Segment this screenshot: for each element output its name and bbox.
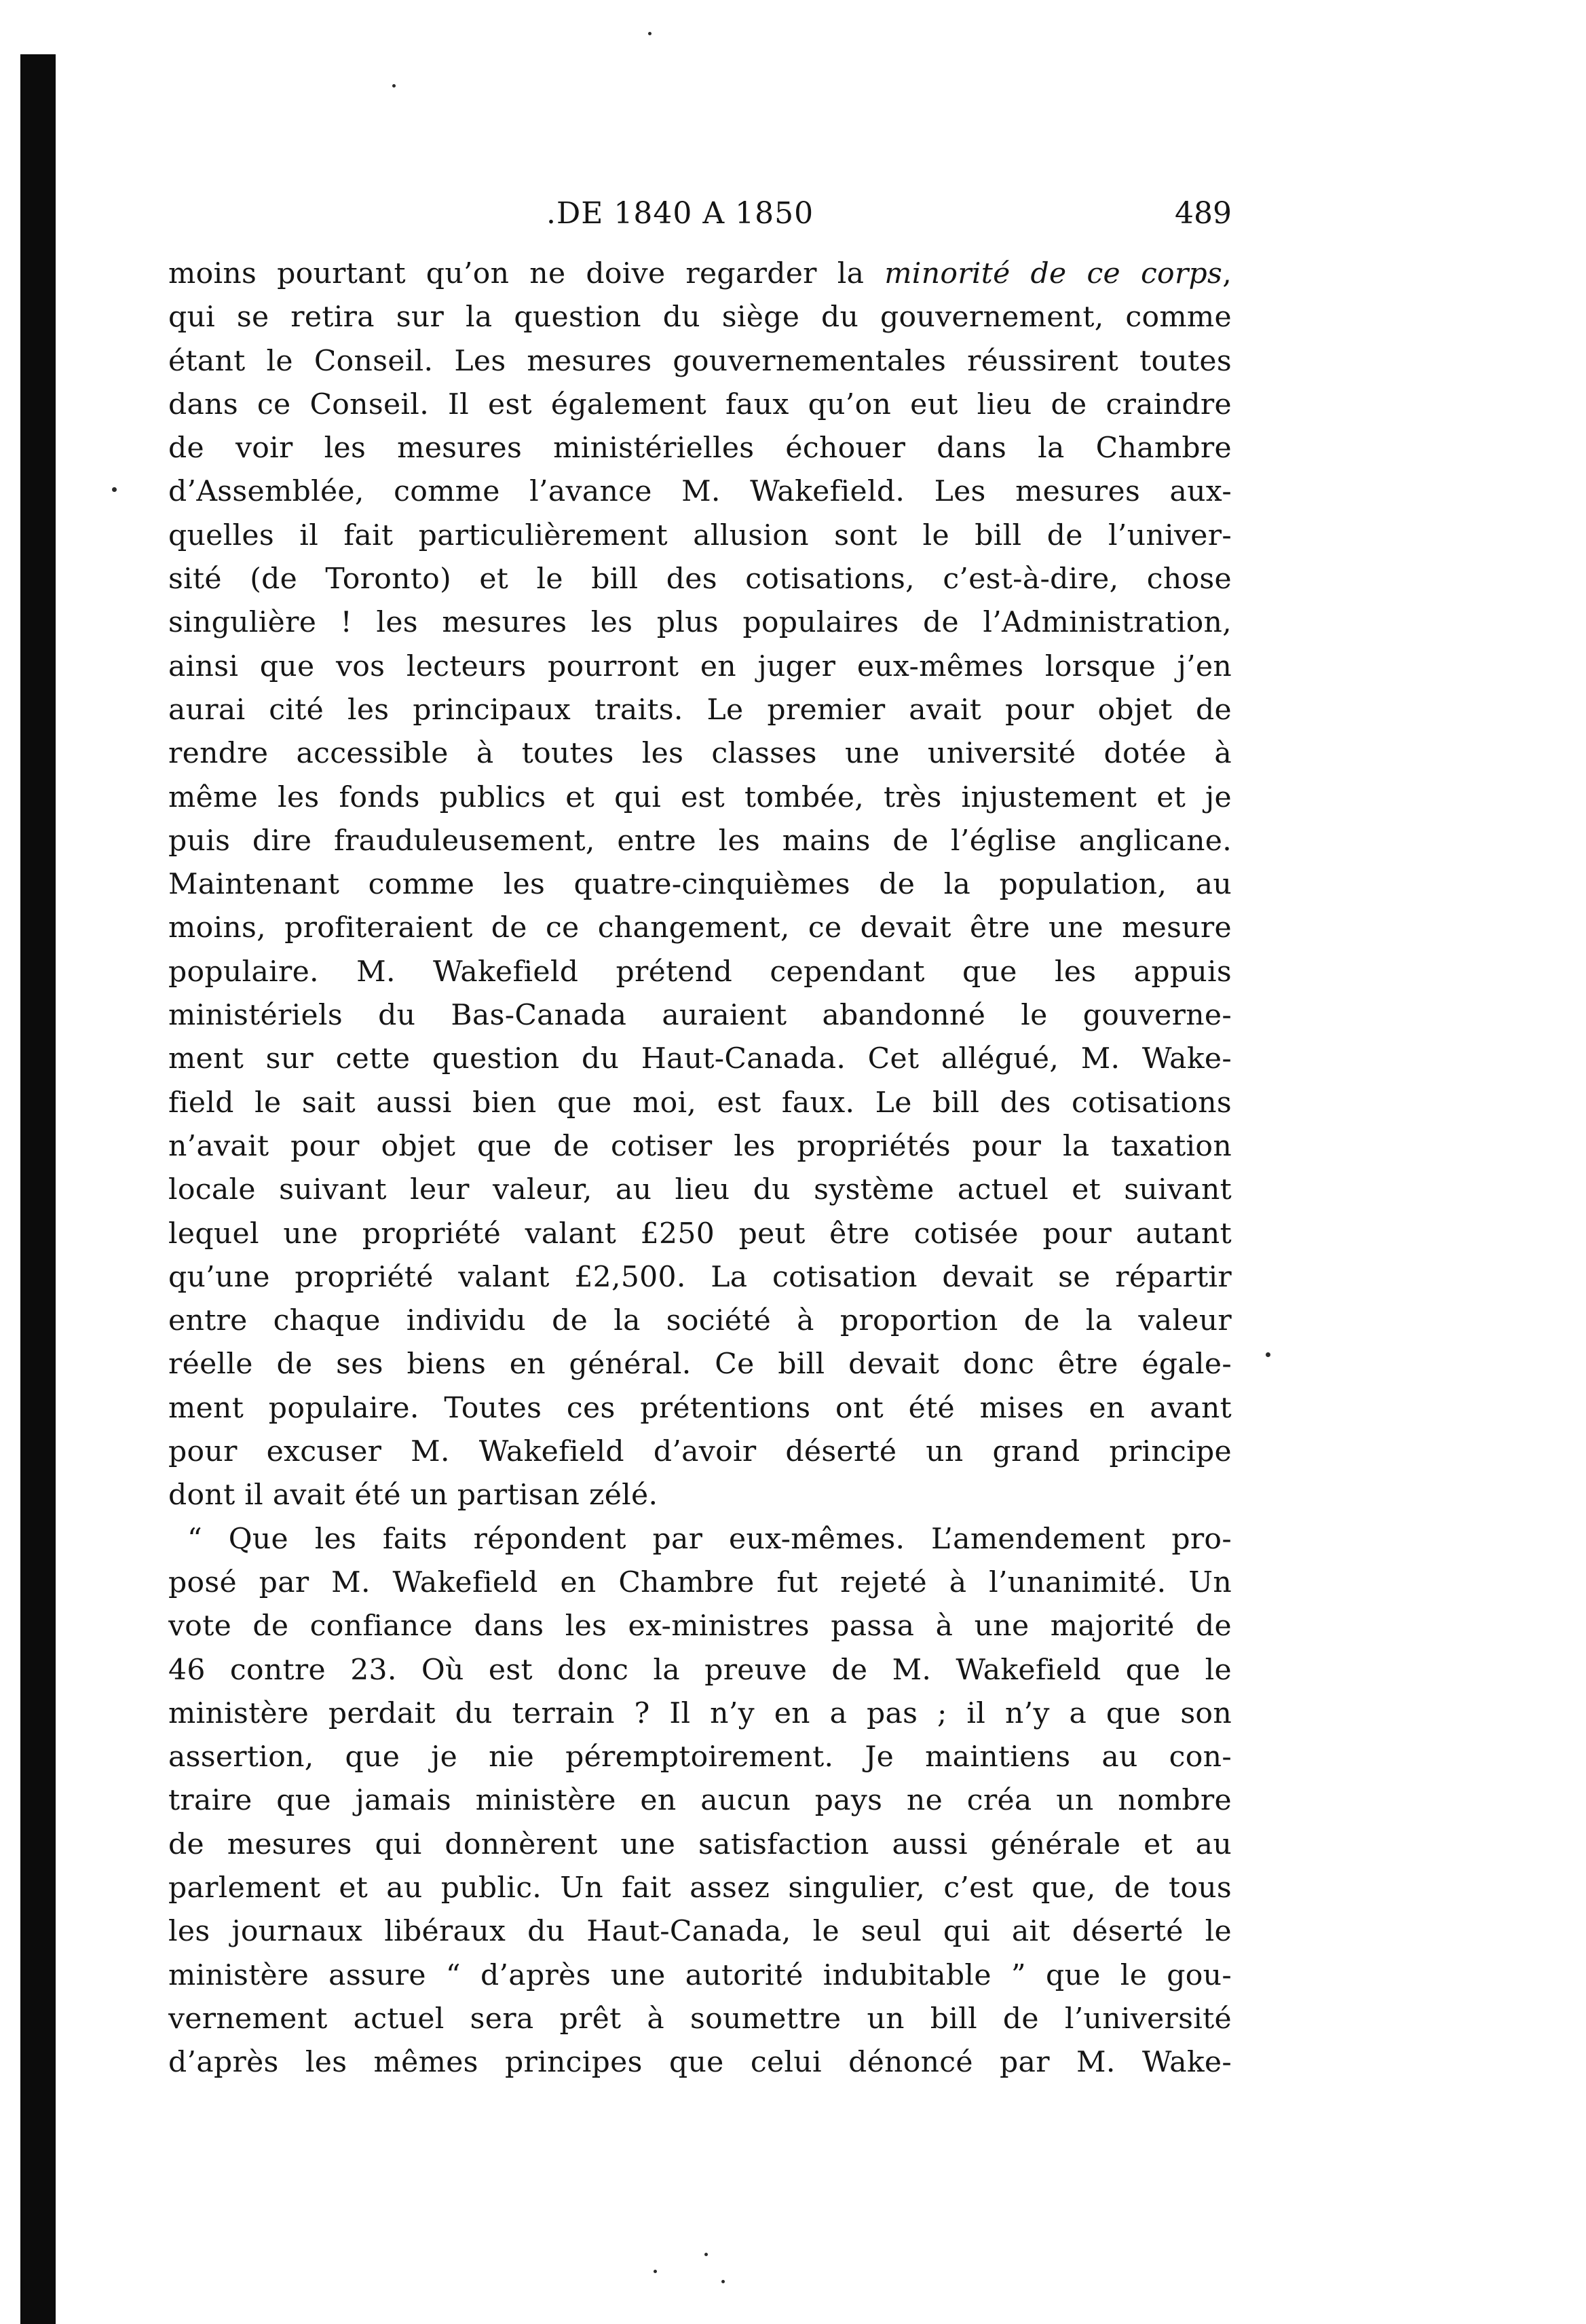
text-line: d’après les mêmes principes que celui dénoncé par M. Wake-: [168, 2046, 1232, 2080]
text-line: vote de confiance dans les ex-ministres passa à une majorité de: [168, 1609, 1232, 1643]
text-run: ,: [1222, 257, 1232, 290]
scan-speck: [704, 2253, 708, 2256]
text-line: de mesures qui donnèrent une satisfaction aussi générale et au: [168, 1827, 1232, 1861]
scan-speck: [112, 487, 117, 492]
running-head: [170, 187, 1232, 241]
text-line: [168, 252, 1232, 296]
text-line: aurai cité les principaux traits. Le premier avait pour objet de: [168, 693, 1232, 727]
text-line: lequel une propriété valant £250 peut être cotisée pour autant: [168, 1217, 1232, 1251]
scan-binding-shadow: [20, 54, 56, 2324]
text-line: ment sur cette question du Haut-Canada. Cet allégué, M. Wake-: [168, 1042, 1232, 1076]
text-line: ment populaire. Toutes ces prétentions ont été mises en avant: [168, 1391, 1232, 1425]
text-line: dans ce Conseil. Il est également faux qu’on eut lieu de craindre: [168, 387, 1232, 421]
scan-speck: [721, 2280, 725, 2283]
italic-phrase: minorité de ce corps: [884, 257, 1223, 290]
text-line: ministériels du Bas-Canada auraient abandonné le gouverne-: [168, 999, 1232, 1033]
page-number: 489: [1175, 196, 1232, 231]
text-line: “ Que les faits répondent par eux-mêmes. L’amendement pro-: [187, 1522, 1232, 1556]
text-line: sité (de Toronto) et le bill des cotisations, c’est-à-dire, chose: [168, 563, 1232, 596]
scan-speck: [392, 84, 396, 88]
text-line: posé par M. Wakefield en Chambre fut rejeté à l’unanimité. Un: [168, 1565, 1232, 1599]
scan-speck: [654, 2270, 657, 2273]
text-line: étant le Conseil. Les mesures gouvernementales réussirent toutes: [168, 344, 1232, 378]
text-line: réelle de ses biens en général. Ce bill devait donc être égale-: [168, 1348, 1232, 1382]
text-run: moins pourtant qu’on ne doive regarder la: [168, 257, 885, 290]
text-line: assertion, que je nie péremptoirement. Je maintiens au con-: [168, 1740, 1232, 1774]
text-line: ministère assure “ d’après une autorité indubitable ” que le gou-: [168, 1958, 1232, 1992]
text-line: même les fonds publics et qui est tombée, très injustement et je: [168, 780, 1232, 814]
text-line: rendre accessible à toutes les classes une université dotée à: [168, 737, 1232, 771]
text-line: entre chaque individu de la société à proportion de la valeur: [168, 1304, 1232, 1338]
text-line: moins, profiteraient de ce changement, ce devait être une mesure: [168, 911, 1232, 945]
body-text: [168, 252, 1232, 2084]
text-line: pour excuser M. Wakefield d’avoir déserté un grand principe: [168, 1435, 1232, 1469]
text-line: qui se retira sur la question du siège du gouvernement, comme: [168, 301, 1232, 335]
text-line: dont il avait été un partisan zélé.: [168, 1479, 658, 1512]
text-line: traire que jamais ministère en aucun pays ne créa un nombre: [168, 1784, 1232, 1818]
text-line: populaire. M. Wakefield prétend cependant que les appuis: [168, 955, 1232, 989]
text-line: Maintenant comme les quatre-cinquièmes de la population, au: [168, 868, 1232, 902]
scan-speck: [1266, 1352, 1270, 1357]
text-line: qu’une propriété valant £2,500. La cotisation devait se répartir: [168, 1260, 1232, 1294]
running-title: .DE 1840 A 1850: [546, 196, 814, 231]
text-line: locale suivant leur valeur, au lieu du système actuel et suivant: [168, 1173, 1232, 1207]
text-line: quelles il fait particulièrement allusion sont le bill de l’univer-: [168, 518, 1232, 552]
text-line: n’avait pour objet que de cotiser les propriétés pour la taxation: [168, 1129, 1232, 1163]
text-line: singulière ! les mesures les plus populaires de l’Administration,: [168, 606, 1232, 640]
text-line: field le sait aussi bien que moi, est faux. Le bill des cotisations: [168, 1086, 1232, 1120]
text-line: d’Assemblée, comme l’avance M. Wakefield. Les mesures aux-: [168, 475, 1232, 509]
text-line: ministère perdait du terrain ? Il n’y en a pas ; il n’y a que son: [168, 1696, 1232, 1730]
text-line: les journaux libéraux du Haut-Canada, le seul qui ait déserté le: [168, 1915, 1232, 1949]
text-line: de voir les mesures ministérielles échouer dans la Chambre: [168, 432, 1232, 465]
text-line: puis dire frauduleusement, entre les mains de l’église anglicane.: [168, 824, 1232, 858]
text-line: vernement actuel sera prêt à soumettre un bill de l’université: [168, 2002, 1232, 2036]
text-line: ainsi que vos lecteurs pourront en juger eux-mêmes lorsque j’en: [168, 649, 1232, 683]
scan-speck: [648, 32, 652, 35]
text-line: parlement et au public. Un fait assez singulier, c’est que, de tous: [168, 1871, 1232, 1905]
text-line: 46 contre 23. Où est donc la preuve de M. Wakefield que le: [168, 1653, 1232, 1687]
